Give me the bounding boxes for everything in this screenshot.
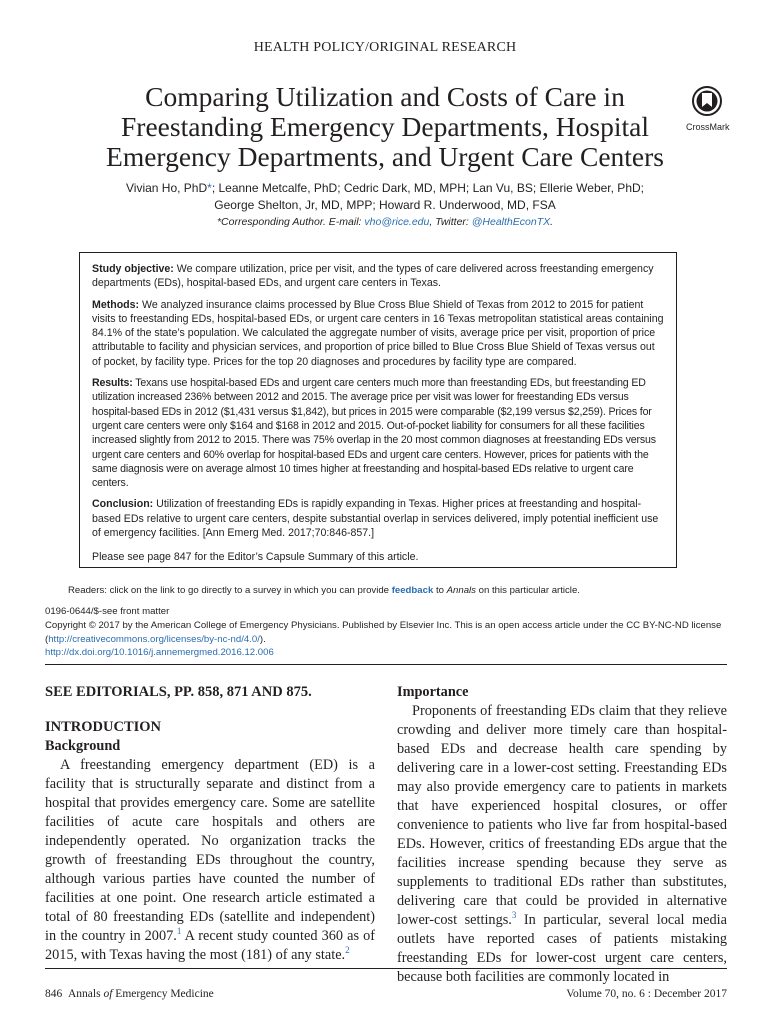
abstract-box xyxy=(79,252,677,568)
reference-link-3[interactable]: 3 xyxy=(511,910,517,921)
readers-note xyxy=(68,585,728,596)
license-link[interactable]: http://creativecommons.org/licenses/by-nc-nd/4.0/ xyxy=(48,633,260,645)
objective-text: We compare utilization, price per visit, and the types of care delivered across freestanding emergency departments (EDs), hospital-based EDs, and urgent care centers in Texas. xyxy=(92,263,654,290)
importance-heading: Importance xyxy=(397,684,469,700)
author-line-1 xyxy=(90,180,680,197)
corresp-suffix: . xyxy=(550,216,554,228)
divider xyxy=(45,664,727,665)
crossmark-icon xyxy=(692,86,722,116)
journal-name-b: Emergency Medicine xyxy=(112,988,214,1000)
background-heading: Background xyxy=(45,738,121,754)
author-name: Vivian Ho, PhD xyxy=(125,181,208,195)
crossmark-label: CrossMark xyxy=(686,122,730,132)
page-footer xyxy=(45,988,727,1000)
importance-text-cont: In particular, several local media outlets have reported cases of patients mistaking freestanding EDs for lower-cost urgent care centers, because both facilities are commonly located in xyxy=(397,912,727,985)
license-open: ( xyxy=(45,633,49,645)
corresp-mid: , Twitter: xyxy=(429,216,472,228)
readers-journal: Annals xyxy=(446,585,476,596)
methods-text: We analyzed insurance claims processed by Blue Cross Blue Shield of Texas from 2012 to 2015 for patient visits to freestanding EDs, hospital-based EDs, or urgent care centers in 16 Texas metropolitan statistical areas containing 84.1% of the state’s population. We calculated the aggregate number of visits, average price per visit, proportion of price attributable to facility and physician services, and proportion of price billed to Blue Cross Blue Shield of Texas versus out of pocket, by facility type. Prices for the top 20 diagnoses and procedures by facility type are compared. xyxy=(92,298,664,368)
crossmark-badge[interactable] xyxy=(686,86,728,132)
author-names: ; Leanne Metcalfe, PhD; Cedric Dark, MD, MPH; Lan Vu, BS; Ellerie Weber, PhD; xyxy=(211,181,644,195)
objective-label: Study objective: xyxy=(92,263,174,275)
issue-info: Volume 70, no. 6 : December 2017 xyxy=(566,988,727,1000)
corresponding-author-link[interactable]: * xyxy=(207,181,212,195)
twitter-link[interactable]: @HealthEconTX xyxy=(471,216,551,228)
copyright-line: Copyright © 2017 by the American College of Emergency Physicians. Published by Elsevier Inc. This is an open access article under the CC BY-NC-ND license xyxy=(45,619,722,631)
front-matter xyxy=(45,605,735,660)
journal-name-a: Annals xyxy=(68,988,104,1000)
background-paragraph xyxy=(45,756,375,965)
readers-suffix: on this particular article. xyxy=(475,585,580,596)
methods-label: Methods: xyxy=(92,298,140,311)
author-line-2: George Shelton, Jr, MD, MPP; Howard R. Underwood, MD, FSA xyxy=(214,198,556,212)
conclusion-label: Conclusion: xyxy=(92,498,154,511)
journal-name-of: of xyxy=(103,988,113,1000)
results-text: Texans use hospital-based EDs and urgent care centers much more than freestanding EDs, but freestanding ED utilization increased 236% between 2012 and 2015. The average price per visit was lower for freestanding EDs versus hospital-based EDs in 2012 ($1,431 versus $1,842), but prices in 2015 were comparable ($2,199 versus $2,259). Prices for urgent care centers were only $164 and $168 in 2012 and 2015. Out-of-pocket liability for consumers for all these facilities increased slightly from 2012 to 2015. There was 75% overlap in the 20 most common diagnoses at freestanding EDs versus urgent care centers and 60% overlap for hospital-based EDs and urgent care centers. However, prices for patients with the same diagnosis were on average almost 10 times higher at freestanding and hospital-based EDs relative to urgent care centers. xyxy=(92,377,656,490)
license-close: ). xyxy=(259,633,266,645)
article-title xyxy=(90,82,680,172)
author-list xyxy=(90,180,680,214)
title-line-2: Freestanding Emergency Departments, Hospital xyxy=(121,111,649,142)
abstract-methods xyxy=(92,298,665,369)
left-column xyxy=(45,683,375,965)
abstract-results xyxy=(92,376,665,490)
issn-line: 0196-0644/$-see front matter xyxy=(45,606,170,617)
footer-divider xyxy=(45,968,727,969)
readers-mid: to xyxy=(433,585,447,596)
reference-link-2[interactable]: 2 xyxy=(345,945,350,956)
page-number: 846 xyxy=(45,988,63,1000)
conclusion-text: Utilization of freestanding EDs is rapidly expanding in Texas. Higher prices at freestanding and hospital-based EDs relative to urgent care centers, despite substantial overlap in services delivered, imply potential inefficient use of emergency facilities. [Ann Emerg Med. 2017;70:846-857.] xyxy=(92,498,659,540)
license-line xyxy=(45,633,735,647)
right-column xyxy=(397,683,727,987)
section-label: HEALTH POLICY/ORIGINAL RESEARCH xyxy=(253,40,517,55)
abstract-objective xyxy=(92,262,665,291)
results-label: Results: xyxy=(92,377,133,390)
email-link[interactable]: vho@rice.edu xyxy=(364,216,430,228)
importance-text: Proponents of freestanding EDs claim that they relieve crowding and deliver more timely care than hospital-based EDs and decrease health care spending by delivering care in a lower-cost setting. Freestanding EDs may also provide emergency care to patients in markets that have experienced hospital closures, or offer convenience to patients who live far from hospital-based EDs. However, critics of freestanding EDs argue that the facilities increase spending because they serve as supplements to traditional EDs rather than substitutes, delivering care that could be provided in alternative lower-cost settings. xyxy=(397,703,727,928)
abstract-conclusion xyxy=(92,497,665,540)
background-text: A freestanding emergency department (ED) is a facility that is structurally separate and distinct from a hospital that provides emergency care. Some are satellite facilities of acute care hospitals and others are independently operated. No organization tracks the growth of freestanding EDs throughout the country, although various parties have counted the number of facilities at one point. One research article estimated a total of 80 freestanding EDs (satellite and independent) in the country in 2007. xyxy=(45,757,375,944)
title-line-3: Emergency Departments, and Urgent Care Centers xyxy=(106,141,664,172)
journal-name xyxy=(68,988,214,1000)
capsule-note: Please see page 847 for the Editor’s Capsule Summary of this article. xyxy=(92,551,419,564)
background-text-cont: A recent study counted 360 as of 2015, with Texas having the most (181) of any state. xyxy=(45,928,375,963)
corresp-prefix: *Corresponding Author. E-mail: xyxy=(216,216,365,228)
feedback-link[interactable]: feedback xyxy=(391,585,434,596)
editorials-note: SEE EDITORIALS, PP. 858, 871 AND 875. xyxy=(45,684,312,700)
corresponding-author xyxy=(90,216,680,228)
importance-paragraph xyxy=(397,702,727,987)
reference-link-1[interactable]: 1 xyxy=(176,926,182,937)
doi-link[interactable]: http://dx.doi.org/10.1016/j.annemergmed.2016.12.006 xyxy=(45,647,274,659)
readers-prefix: Readers: click on the link to go directly to a survey in which you can provide xyxy=(68,585,392,596)
introduction-heading: INTRODUCTION xyxy=(45,719,162,735)
title-line-1: Comparing Utilization and Costs of Care in xyxy=(145,81,625,112)
